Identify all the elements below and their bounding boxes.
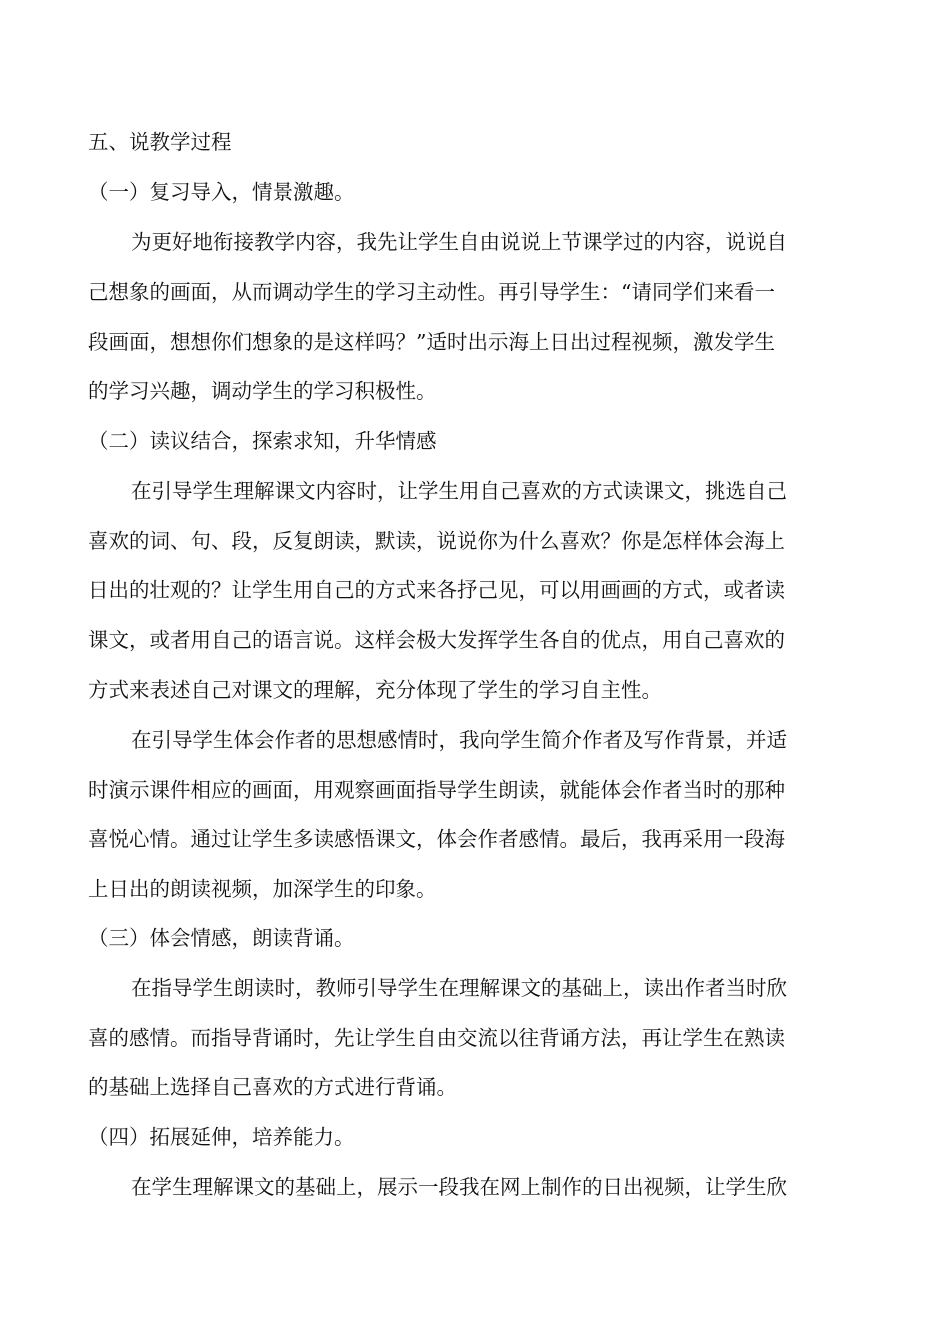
- paragraph-line: 日出的壮观的？让学生用自己的方式来各抒己见，可以用画画的方式，或者读: [88, 578, 785, 602]
- paragraph-line: 在指导学生朗读时，教师引导学生在理解课文的基础上，读出作者当时欣: [131, 976, 787, 1000]
- paragraph-line: 方式来表述自己对课文的理解，充分体现了学生的学习自主性。: [88, 678, 662, 702]
- paragraph-line: 在引导学生体会作者的思想感情时，我向学生简介作者及写作背景，并适: [131, 728, 787, 752]
- paragraph-line: 时演示课件相应的画面，用观察画面指导学生朗读，就能体会作者当时的那种: [88, 778, 785, 802]
- subsection-title-1: （一）复习导入，情景激趣。: [88, 180, 355, 204]
- paragraph-line: 的基础上选择自己喜欢的方式进行背诵。: [88, 1075, 457, 1099]
- paragraph-line: 喜的感情。而指导背诵时，先让学生自由交流以往背诵方法，再让学生在熟读: [88, 1026, 785, 1050]
- subsection-title-4: （四）拓展延伸，培养能力。: [88, 1125, 355, 1149]
- paragraph-line: 喜悦心情。通过让学生多读感悟课文，体会作者感情。最后，我再采用一段海: [88, 827, 785, 851]
- paragraph-line: 段画面，想想你们想象的是这样吗？”适时出示海上日出过程视频，激发学生: [88, 330, 775, 354]
- paragraph-line: 课文，或者用自己的语言说。这样会极大发挥学生各自的优点，用自己喜欢的: [88, 628, 785, 652]
- section-title: 五、说教学过程: [88, 130, 232, 154]
- subsection-title-2: （二）读议结合，探索求知，升华情感: [88, 429, 437, 453]
- paragraph-line: 上日出的朗读视频，加深学生的印象。: [88, 877, 437, 901]
- paragraph-line: 在引导学生理解课文内容时，让学生用自己喜欢的方式读课文，挑选自己: [131, 479, 787, 503]
- paragraph-line: 的学习兴趣，调动学生的学习积极性。: [88, 379, 437, 403]
- paragraph-line: 己想象的画面，从而调动学生的学习主动性。再引导学生：“请同学们来看一: [88, 280, 775, 304]
- paragraph-line: 喜欢的词、句、段，反复朗读，默读，说说你为什么喜欢？你是怎样体会海上: [88, 529, 785, 553]
- paragraph-line: 在学生理解课文的基础上，展示一段我在网上制作的日出视频，让学生欣: [131, 1175, 787, 1199]
- paragraph-line: 为更好地衔接教学内容，我先让学生自由说说上节课学过的内容，说说自: [131, 230, 787, 254]
- subsection-title-3: （三）体会情感，朗读背诵。: [88, 926, 355, 950]
